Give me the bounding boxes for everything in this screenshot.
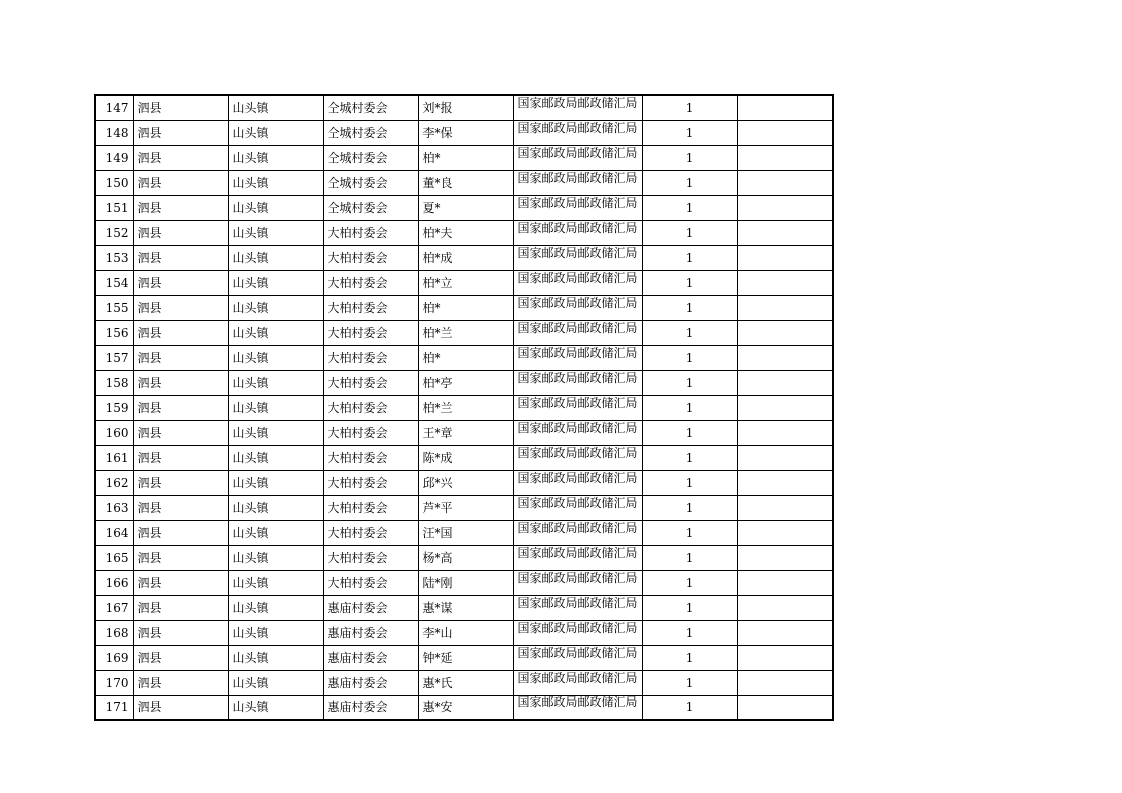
row-number-cell: 160	[95, 420, 133, 445]
bank-name-cell	[513, 345, 642, 370]
row-number-cell: 166	[95, 570, 133, 595]
bank-name-cell	[513, 120, 642, 145]
person-name-cell: 柏*	[418, 345, 513, 370]
bank-name-text: 国家邮政局邮政储汇局	[517, 371, 638, 385]
person-name-cell: 杨*高	[418, 545, 513, 570]
count-cell: 1	[642, 570, 737, 595]
row-number-cell: 162	[95, 470, 133, 495]
village-committee-cell: 惠庙村委会	[323, 620, 418, 645]
village-committee-cell: 大柏村委会	[323, 270, 418, 295]
person-name-cell: 柏*兰	[418, 395, 513, 420]
count-cell: 1	[642, 645, 737, 670]
note-cell	[737, 195, 833, 220]
row-number-cell: 170	[95, 670, 133, 695]
town-cell: 山头镇	[228, 520, 323, 545]
table-row	[95, 295, 833, 320]
county-cell: 泗县	[133, 570, 228, 595]
bank-name-text: 国家邮政局邮政储汇局	[517, 196, 638, 210]
table-row	[95, 545, 833, 570]
note-cell	[737, 345, 833, 370]
county-cell: 泗县	[133, 395, 228, 420]
town-cell: 山头镇	[228, 470, 323, 495]
person-name-cell: 柏*亭	[418, 370, 513, 395]
person-name-cell: 汪*国	[418, 520, 513, 545]
count-cell: 1	[642, 95, 737, 120]
count-cell: 1	[642, 145, 737, 170]
table-row	[95, 570, 833, 595]
note-cell	[737, 145, 833, 170]
table-row	[95, 370, 833, 395]
bank-name-text: 国家邮政局邮政储汇局	[517, 421, 638, 435]
row-number-cell: 154	[95, 270, 133, 295]
town-cell: 山头镇	[228, 420, 323, 445]
row-number-cell: 167	[95, 595, 133, 620]
bank-name-text: 国家邮政局邮政储汇局	[517, 546, 638, 560]
note-cell	[737, 420, 833, 445]
person-name-cell: 李*保	[418, 120, 513, 145]
bank-name-text: 国家邮政局邮政储汇局	[517, 696, 638, 710]
village-committee-cell: 惠庙村委会	[323, 645, 418, 670]
count-cell: 1	[642, 170, 737, 195]
county-cell: 泗县	[133, 620, 228, 645]
bank-name-text: 国家邮政局邮政储汇局	[517, 446, 638, 460]
village-committee-cell: 惠庙村委会	[323, 695, 418, 720]
town-cell: 山头镇	[228, 370, 323, 395]
count-cell: 1	[642, 220, 737, 245]
table-row	[95, 420, 833, 445]
county-cell: 泗县	[133, 170, 228, 195]
bank-name-cell	[513, 645, 642, 670]
county-cell: 泗县	[133, 420, 228, 445]
table-row	[95, 345, 833, 370]
table-row	[95, 270, 833, 295]
row-number-cell: 158	[95, 370, 133, 395]
roster-table	[94, 94, 834, 721]
town-cell: 山头镇	[228, 270, 323, 295]
bank-name-text: 国家邮政局邮政储汇局	[517, 596, 638, 610]
bank-name-cell	[513, 520, 642, 545]
village-committee-cell: 惠庙村委会	[323, 595, 418, 620]
table-row	[95, 395, 833, 420]
town-cell: 山头镇	[228, 395, 323, 420]
note-cell	[737, 445, 833, 470]
county-cell: 泗县	[133, 495, 228, 520]
town-cell: 山头镇	[228, 95, 323, 120]
village-committee-cell: 大柏村委会	[323, 520, 418, 545]
town-cell: 山头镇	[228, 220, 323, 245]
county-cell: 泗县	[133, 95, 228, 120]
count-cell: 1	[642, 620, 737, 645]
village-committee-cell: 仝城村委会	[323, 95, 418, 120]
town-cell: 山头镇	[228, 345, 323, 370]
bank-name-cell	[513, 95, 642, 120]
bank-name-cell	[513, 595, 642, 620]
person-name-cell: 李*山	[418, 620, 513, 645]
town-cell: 山头镇	[228, 545, 323, 570]
village-committee-cell: 仝城村委会	[323, 120, 418, 145]
table-row	[95, 470, 833, 495]
table-row	[95, 495, 833, 520]
note-cell	[737, 520, 833, 545]
note-cell	[737, 595, 833, 620]
note-cell	[737, 120, 833, 145]
bank-name-cell	[513, 170, 642, 195]
note-cell	[737, 570, 833, 595]
bank-name-cell	[513, 245, 642, 270]
person-name-cell: 惠*安	[418, 695, 513, 720]
count-cell: 1	[642, 195, 737, 220]
row-number-cell: 150	[95, 170, 133, 195]
person-name-cell: 柏*夫	[418, 220, 513, 245]
person-name-cell: 王*章	[418, 420, 513, 445]
village-committee-cell: 仝城村委会	[323, 195, 418, 220]
county-cell: 泗县	[133, 145, 228, 170]
row-number-cell: 168	[95, 620, 133, 645]
row-number-cell: 163	[95, 495, 133, 520]
note-cell	[737, 370, 833, 395]
bank-name-text: 国家邮政局邮政储汇局	[517, 471, 638, 485]
bank-name-cell	[513, 545, 642, 570]
note-cell	[737, 95, 833, 120]
note-cell	[737, 220, 833, 245]
bank-name-cell	[513, 295, 642, 320]
county-cell: 泗县	[133, 445, 228, 470]
bank-name-cell	[513, 220, 642, 245]
town-cell: 山头镇	[228, 695, 323, 720]
bank-name-text: 国家邮政局邮政储汇局	[517, 396, 638, 410]
town-cell: 山头镇	[228, 245, 323, 270]
count-cell: 1	[642, 345, 737, 370]
bank-name-cell	[513, 420, 642, 445]
count-cell: 1	[642, 420, 737, 445]
bank-name-text: 国家邮政局邮政储汇局	[517, 321, 638, 335]
count-cell: 1	[642, 395, 737, 420]
person-name-cell: 惠*氏	[418, 670, 513, 695]
town-cell: 山头镇	[228, 645, 323, 670]
count-cell: 1	[642, 470, 737, 495]
village-committee-cell: 大柏村委会	[323, 220, 418, 245]
row-number-cell: 164	[95, 520, 133, 545]
person-name-cell: 钟*延	[418, 645, 513, 670]
row-number-cell: 159	[95, 395, 133, 420]
table-row	[95, 245, 833, 270]
bank-name-text: 国家邮政局邮政储汇局	[517, 346, 638, 360]
county-cell: 泗县	[133, 295, 228, 320]
village-committee-cell: 大柏村委会	[323, 245, 418, 270]
count-cell: 1	[642, 545, 737, 570]
bank-name-text: 国家邮政局邮政储汇局	[517, 221, 638, 235]
village-committee-cell: 大柏村委会	[323, 470, 418, 495]
table-row	[95, 695, 833, 720]
village-committee-cell: 大柏村委会	[323, 370, 418, 395]
town-cell: 山头镇	[228, 570, 323, 595]
note-cell	[737, 645, 833, 670]
bank-name-cell	[513, 620, 642, 645]
note-cell	[737, 295, 833, 320]
row-number-cell: 165	[95, 545, 133, 570]
bank-name-cell	[513, 570, 642, 595]
person-name-cell: 柏*成	[418, 245, 513, 270]
bank-name-cell	[513, 670, 642, 695]
county-cell: 泗县	[133, 695, 228, 720]
village-committee-cell: 大柏村委会	[323, 570, 418, 595]
town-cell: 山头镇	[228, 170, 323, 195]
count-cell: 1	[642, 120, 737, 145]
county-cell: 泗县	[133, 520, 228, 545]
table-row	[95, 620, 833, 645]
person-name-cell: 陆*刚	[418, 570, 513, 595]
county-cell: 泗县	[133, 670, 228, 695]
bank-name-text: 国家邮政局邮政储汇局	[517, 521, 638, 535]
person-name-cell: 陈*成	[418, 445, 513, 470]
bank-name-text: 国家邮政局邮政储汇局	[517, 571, 638, 585]
bank-name-cell	[513, 445, 642, 470]
village-committee-cell: 大柏村委会	[323, 445, 418, 470]
town-cell: 山头镇	[228, 320, 323, 345]
bank-name-text: 国家邮政局邮政储汇局	[517, 296, 638, 310]
row-number-cell: 171	[95, 695, 133, 720]
bank-name-text: 国家邮政局邮政储汇局	[517, 146, 638, 160]
table-body	[95, 95, 833, 720]
person-name-cell: 芦*平	[418, 495, 513, 520]
village-committee-cell: 仝城村委会	[323, 170, 418, 195]
note-cell	[737, 320, 833, 345]
county-cell: 泗县	[133, 345, 228, 370]
village-committee-cell: 大柏村委会	[323, 420, 418, 445]
document-page	[94, 94, 834, 721]
village-committee-cell: 惠庙村委会	[323, 670, 418, 695]
person-name-cell: 惠*谋	[418, 595, 513, 620]
count-cell: 1	[642, 270, 737, 295]
village-committee-cell: 大柏村委会	[323, 495, 418, 520]
village-committee-cell: 大柏村委会	[323, 395, 418, 420]
bank-name-text: 国家邮政局邮政储汇局	[517, 496, 638, 510]
count-cell: 1	[642, 495, 737, 520]
note-cell	[737, 270, 833, 295]
town-cell: 山头镇	[228, 145, 323, 170]
bank-name-cell	[513, 145, 642, 170]
note-cell	[737, 245, 833, 270]
county-cell: 泗县	[133, 220, 228, 245]
bank-name-cell	[513, 470, 642, 495]
count-cell: 1	[642, 245, 737, 270]
count-cell: 1	[642, 320, 737, 345]
table-row	[95, 170, 833, 195]
note-cell	[737, 395, 833, 420]
town-cell: 山头镇	[228, 445, 323, 470]
table-row	[95, 670, 833, 695]
row-number-cell: 156	[95, 320, 133, 345]
table-row	[95, 645, 833, 670]
town-cell: 山头镇	[228, 495, 323, 520]
county-cell: 泗县	[133, 195, 228, 220]
count-cell: 1	[642, 670, 737, 695]
town-cell: 山头镇	[228, 620, 323, 645]
person-name-cell: 柏*	[418, 295, 513, 320]
table-row	[95, 95, 833, 120]
count-cell: 1	[642, 520, 737, 545]
person-name-cell: 刘*报	[418, 95, 513, 120]
note-cell	[737, 470, 833, 495]
count-cell: 1	[642, 445, 737, 470]
village-committee-cell: 大柏村委会	[323, 295, 418, 320]
county-cell: 泗县	[133, 545, 228, 570]
county-cell: 泗县	[133, 320, 228, 345]
bank-name-cell	[513, 270, 642, 295]
county-cell: 泗县	[133, 270, 228, 295]
village-committee-cell: 大柏村委会	[323, 345, 418, 370]
bank-name-cell	[513, 320, 642, 345]
count-cell: 1	[642, 370, 737, 395]
village-committee-cell: 大柏村委会	[323, 545, 418, 570]
town-cell: 山头镇	[228, 595, 323, 620]
bank-name-text: 国家邮政局邮政储汇局	[517, 646, 638, 660]
bank-name-text: 国家邮政局邮政储汇局	[517, 621, 638, 635]
bank-name-cell	[513, 695, 642, 720]
bank-name-cell	[513, 195, 642, 220]
county-cell: 泗县	[133, 470, 228, 495]
county-cell: 泗县	[133, 595, 228, 620]
bank-name-cell	[513, 395, 642, 420]
bank-name-text: 国家邮政局邮政储汇局	[517, 671, 638, 685]
count-cell: 1	[642, 595, 737, 620]
count-cell: 1	[642, 695, 737, 720]
table-row	[95, 120, 833, 145]
table-row	[95, 320, 833, 345]
note-cell	[737, 545, 833, 570]
county-cell: 泗县	[133, 645, 228, 670]
county-cell: 泗县	[133, 245, 228, 270]
row-number-cell: 148	[95, 120, 133, 145]
table-row	[95, 195, 833, 220]
row-number-cell: 152	[95, 220, 133, 245]
county-cell: 泗县	[133, 120, 228, 145]
row-number-cell: 161	[95, 445, 133, 470]
count-cell: 1	[642, 295, 737, 320]
table-row	[95, 145, 833, 170]
town-cell: 山头镇	[228, 670, 323, 695]
note-cell	[737, 695, 833, 720]
row-number-cell: 149	[95, 145, 133, 170]
row-number-cell: 155	[95, 295, 133, 320]
row-number-cell: 157	[95, 345, 133, 370]
note-cell	[737, 495, 833, 520]
person-name-cell: 董*良	[418, 170, 513, 195]
person-name-cell: 柏*兰	[418, 320, 513, 345]
bank-name-cell	[513, 370, 642, 395]
village-committee-cell: 仝城村委会	[323, 145, 418, 170]
table-row	[95, 220, 833, 245]
bank-name-text: 国家邮政局邮政储汇局	[517, 271, 638, 285]
town-cell: 山头镇	[228, 195, 323, 220]
person-name-cell: 柏*立	[418, 270, 513, 295]
person-name-cell: 夏*	[418, 195, 513, 220]
bank-name-text: 国家邮政局邮政储汇局	[517, 96, 638, 110]
bank-name-text: 国家邮政局邮政储汇局	[517, 171, 638, 185]
note-cell	[737, 670, 833, 695]
bank-name-text: 国家邮政局邮政储汇局	[517, 246, 638, 260]
row-number-cell: 169	[95, 645, 133, 670]
person-name-cell: 邱*兴	[418, 470, 513, 495]
village-committee-cell: 大柏村委会	[323, 320, 418, 345]
row-number-cell: 147	[95, 95, 133, 120]
table-row	[95, 445, 833, 470]
note-cell	[737, 170, 833, 195]
note-cell	[737, 620, 833, 645]
bank-name-cell	[513, 495, 642, 520]
table-row	[95, 520, 833, 545]
county-cell: 泗县	[133, 370, 228, 395]
bank-name-text: 国家邮政局邮政储汇局	[517, 121, 638, 135]
row-number-cell: 151	[95, 195, 133, 220]
person-name-cell: 柏*	[418, 145, 513, 170]
table-row	[95, 595, 833, 620]
town-cell: 山头镇	[228, 295, 323, 320]
town-cell: 山头镇	[228, 120, 323, 145]
row-number-cell: 153	[95, 245, 133, 270]
